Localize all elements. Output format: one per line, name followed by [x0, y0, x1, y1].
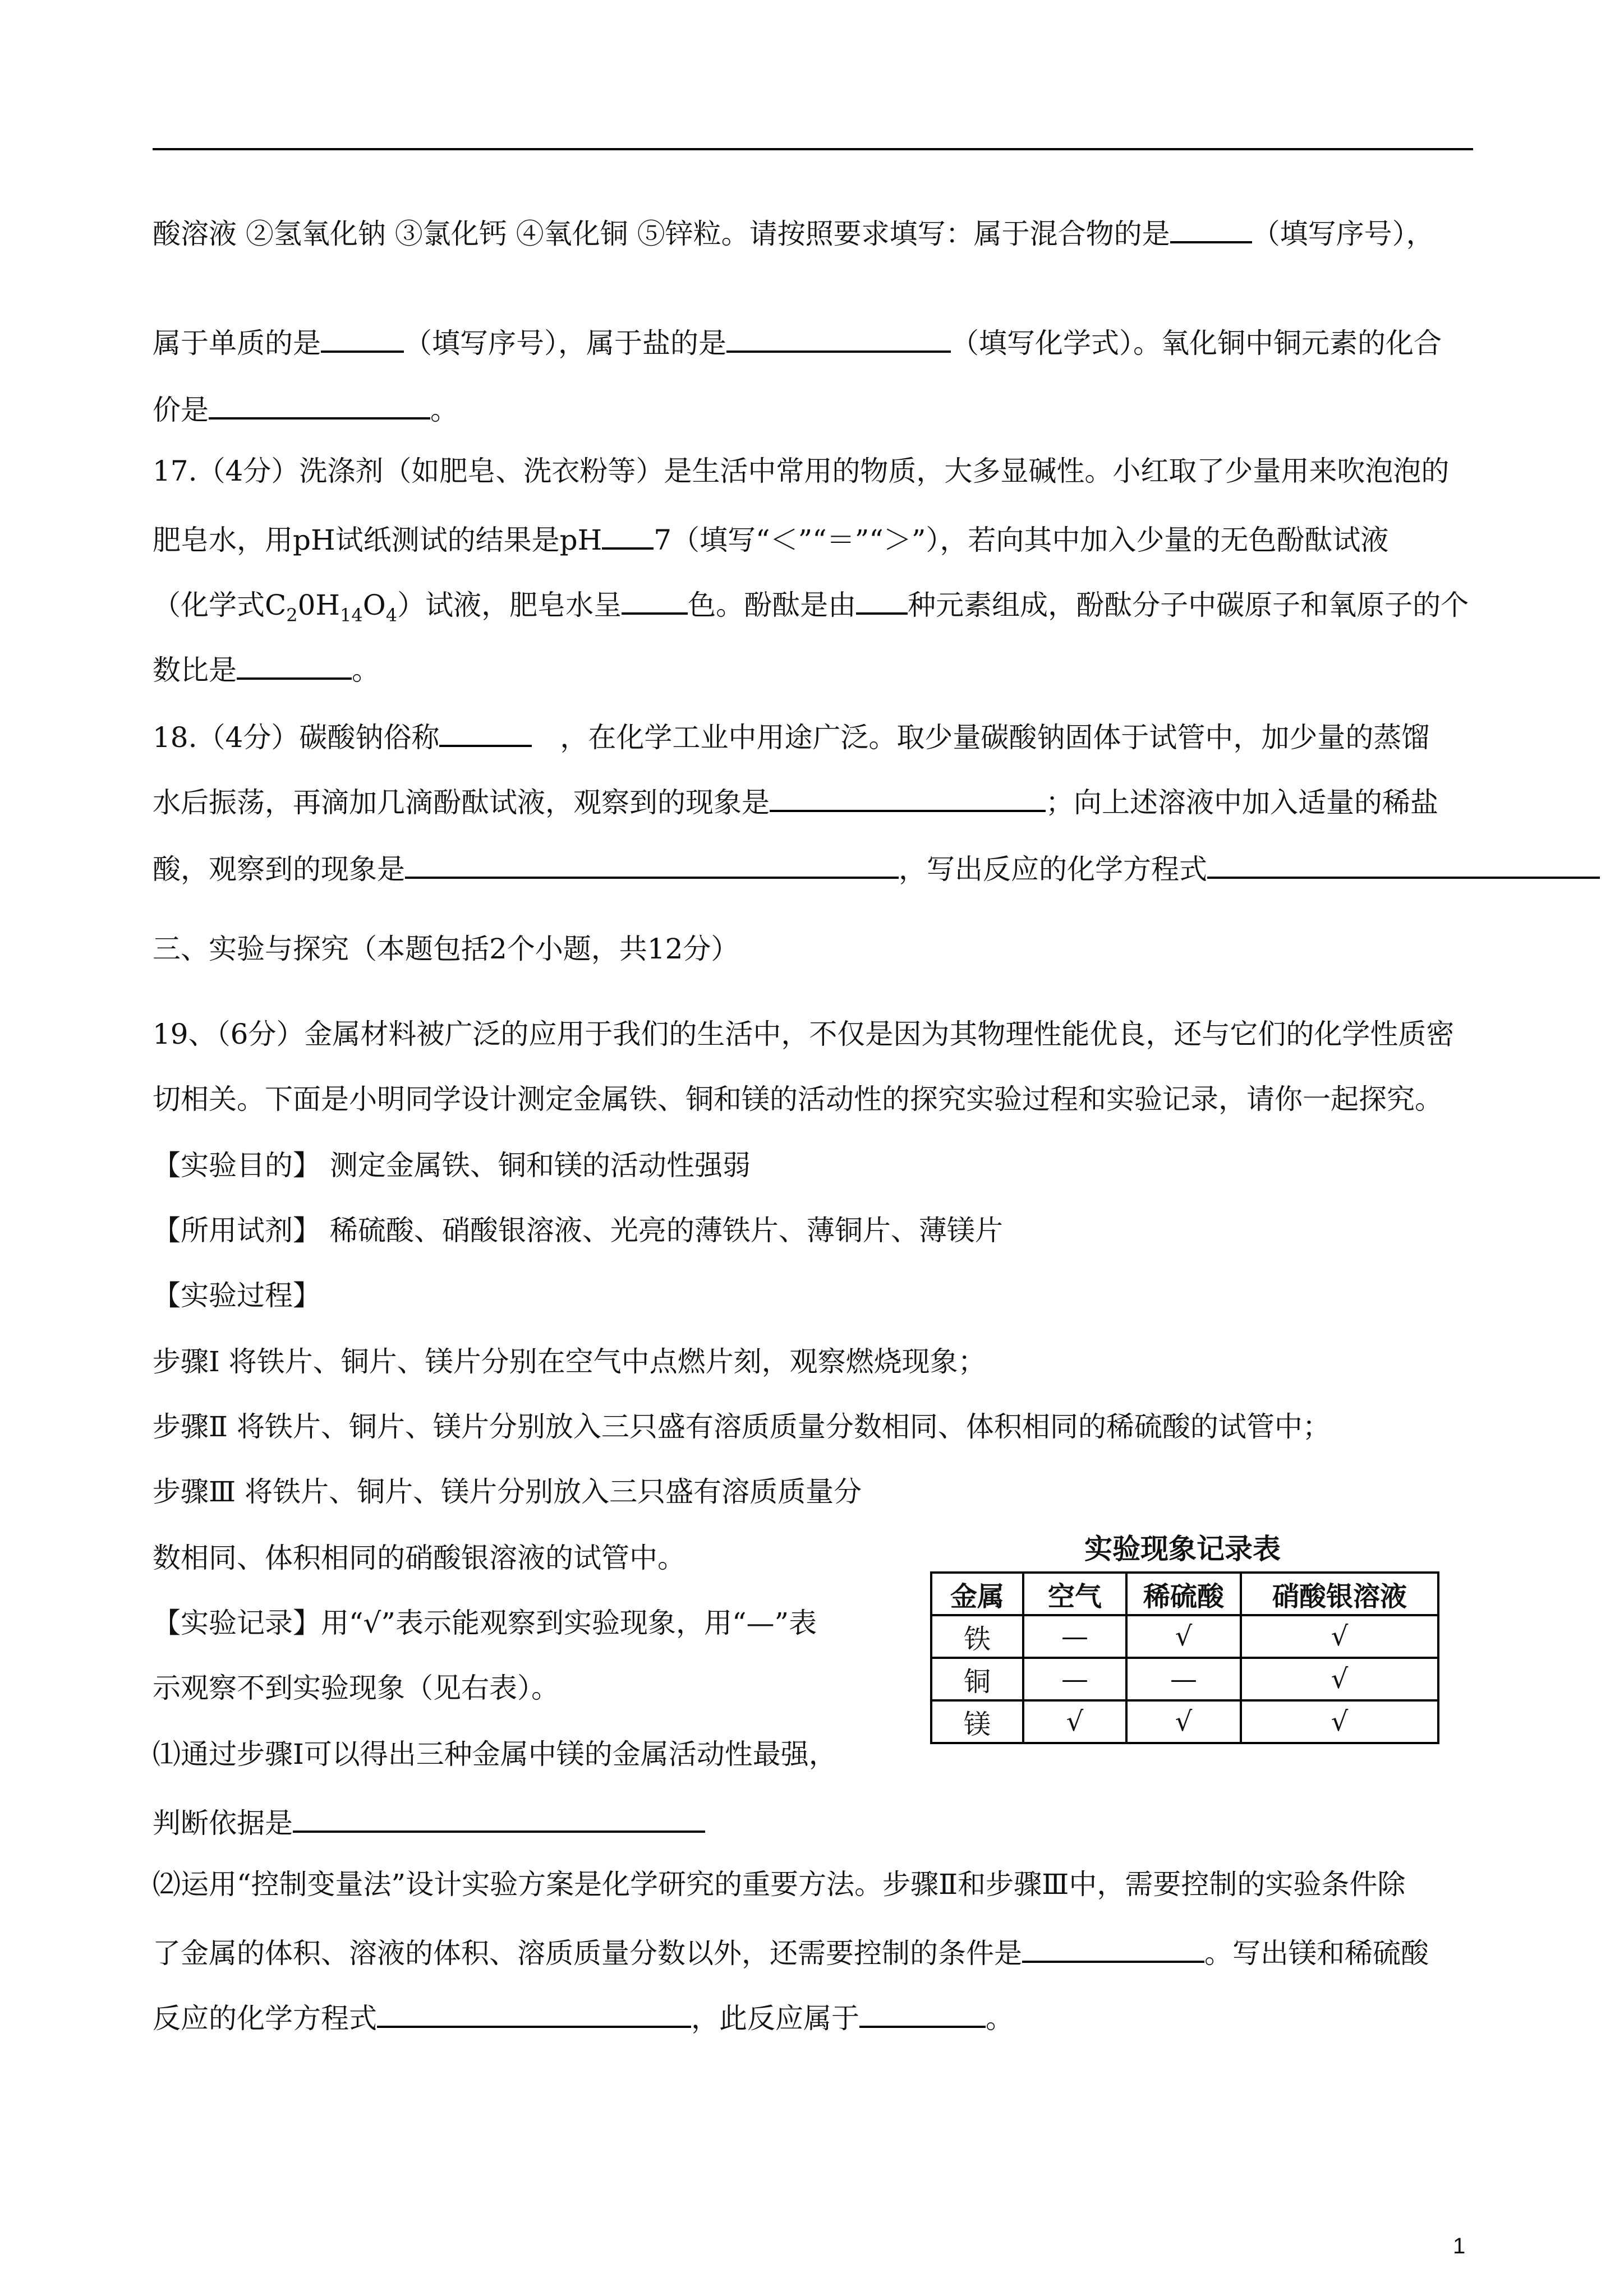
q19-text: ⑵运用“控制变量法”设计实验方案是化学研究的重要方法。步骤Ⅱ和步骤Ⅲ中，需要控制的实验条件除 [153, 1868, 1406, 1901]
q18-line1 [153, 717, 1429, 754]
table-cell: 镁 [931, 1700, 1023, 1743]
subscript: 2 [286, 605, 298, 626]
answer-blank[interactable] [859, 1998, 986, 2028]
section-heading [153, 932, 739, 966]
table-cell: √ [1241, 1700, 1438, 1743]
q19-text: 19、（6分）金属材料被广泛的应用于我们的生活中，不仅是因为其物理性能优良，还与它们的化学性质密 [153, 1018, 1455, 1050]
q19-text: 【实验记录】用“√”表示能观察到实验现象，用“—”表 [153, 1607, 817, 1639]
answer-blank[interactable] [1207, 849, 1600, 879]
part2-line1 [153, 1868, 1405, 1901]
table-cell: √ [1241, 1658, 1438, 1700]
part1-line2 [153, 1802, 705, 1840]
q19-text: 切相关。下面是小明同学设计测定金属铁、铜和镁的活动性的探究实验过程和实验记录，请你一起探究。 [153, 1083, 1443, 1115]
table-cell: 铜 [931, 1658, 1023, 1700]
q18-text: ，写出反应的化学方程式 [899, 853, 1207, 886]
step-1 [153, 1345, 986, 1378]
q19-text: 【实验目的】 测定金属铁、铜和镁的活动性强弱 [153, 1149, 751, 1182]
q17-line4 [153, 649, 380, 687]
q19-text: 数相同、体积相同的硝酸银溶液的试管中。 [153, 1542, 686, 1574]
table-cell: √ [1023, 1700, 1126, 1743]
table-cell: — [1023, 1658, 1126, 1700]
answer-blank[interactable] [293, 1802, 705, 1833]
q16-text: 属于单质的是 [153, 327, 321, 359]
experiment-record-table [930, 1571, 1439, 1744]
answer-blank[interactable] [726, 322, 951, 353]
subscript: 14 [340, 605, 363, 626]
answer-blank[interactable] [1022, 1933, 1204, 1963]
part2-line3 [153, 1998, 1014, 2035]
q19-text: 。 [986, 2002, 1014, 2035]
header-rule [153, 148, 1473, 150]
q16-text: （填写化学式）。氧化铜中铜元素的化合 [951, 327, 1442, 359]
q16-text: （填写序号），属于盐的是 [404, 327, 726, 359]
q17-line3 [153, 584, 1469, 632]
record-line1 [153, 1606, 817, 1640]
q19-text: 【实验过程】 [153, 1279, 321, 1312]
table-cell: — [1023, 1615, 1126, 1658]
q19-text: 步骤Ⅲ 将铁片、铜片、镁片分别放入三只盛有溶质质量分 [153, 1476, 862, 1508]
page-number: 1 [1453, 2234, 1466, 2258]
table-row [931, 1615, 1438, 1658]
q17-text: 肥皂水，用pH试纸测试的结果是pH [153, 524, 602, 556]
table-cell: √ [1241, 1615, 1438, 1658]
q18-text: 酸，观察到的现象是 [153, 853, 405, 886]
step-3a [153, 1475, 862, 1509]
q16-text: （填写序号）， [1252, 218, 1434, 250]
q17-text: （化学式C [153, 589, 287, 621]
q16-text: 。 [430, 394, 458, 426]
subscript: 4 [385, 605, 398, 626]
answer-blank[interactable] [439, 717, 532, 747]
answer-blank[interactable] [1170, 213, 1252, 243]
table-caption: 实验现象记录表 [1084, 1532, 1281, 1565]
header-cell: 稀硫酸 [1126, 1573, 1241, 1615]
table-header-row [931, 1573, 1438, 1615]
q19-text: 。写出镁和稀硫酸 [1204, 1937, 1429, 1970]
part2-line2 [153, 1933, 1429, 1970]
q17-text: 0H [297, 589, 341, 621]
q18-text: 水后振荡，再滴加几滴酚酞试液，观察到的现象是 [153, 786, 770, 819]
q17-text: 数比是 [153, 654, 237, 686]
q18-text: ；向上述溶液中加入适量的稀盐 [1046, 786, 1438, 819]
experiment-process [153, 1279, 321, 1312]
table-cell: 铁 [931, 1615, 1023, 1658]
q19-text: ⑴通过步骤Ⅰ可以得出三种金属中镁的金属活动性最强， [153, 1738, 837, 1771]
answer-blank[interactable] [770, 782, 1046, 812]
header-cell: 金属 [931, 1573, 1023, 1615]
q16-line2 [153, 322, 1442, 360]
table-cell: √ [1126, 1615, 1241, 1658]
answer-blank[interactable] [377, 1998, 691, 2028]
q17-text: 7（填写“＜”“＝”“＞”），若向其中加入少量的无色酚酞试液 [654, 524, 1389, 556]
q19-text: 步骤Ⅰ 将铁片、铜片、镁片分别在空气中点燃片刻，观察燃烧现象； [153, 1345, 986, 1378]
table-row [931, 1658, 1438, 1700]
q19-text: 了金属的体积、溶液的体积、溶质质量分数以外，还需要控制的条件是 [153, 1937, 1022, 1970]
table-cell: √ [1126, 1700, 1241, 1743]
q19-line2 [153, 1082, 1443, 1116]
q19-text: 判断依据是 [153, 1807, 293, 1839]
table-cell: — [1126, 1658, 1241, 1700]
q17-text: ）试液，肥皂水呈 [397, 589, 622, 621]
part1-line1 [153, 1737, 837, 1771]
q16-text: 价是 [153, 394, 209, 426]
header-cell: 硝酸银溶液 [1241, 1573, 1438, 1615]
answer-blank[interactable] [405, 849, 899, 879]
q17-text: 色。酚酞是由 [688, 589, 857, 621]
q16-text: 酸溶液 ②氢氧化钠 ③氯化钙 ④氧化铜 ⑤锌粒。请按照要求填写：属于混合物的是 [153, 218, 1170, 250]
q18-text: ，在化学工业中用途广泛。取少量碳酸钠固体于试管中，加少量的蒸馏 [560, 721, 1430, 754]
q19-text: 示观察不到实验现象（见右表）。 [153, 1672, 559, 1704]
answer-blank[interactable] [321, 322, 404, 353]
q17-text: 17.（4分）洗涤剂（如肥皂、洗衣粉等）是生活中常用的物质，大多显碱性。小红取了少量用来吹泡泡的 [153, 455, 1450, 487]
q19-text: 【所用试剂】 稀硫酸、硝酸银溶液、光亮的薄铁片、薄铜片、薄镁片 [153, 1214, 1003, 1247]
step-2 [153, 1410, 1331, 1444]
q17-text: O [362, 589, 386, 621]
q19-text: 步骤Ⅱ 将铁片、铜片、镁片分别放入三只盛有溶质质量分数相同、体积相同的稀硫酸的试管中； [153, 1410, 1331, 1443]
record-line2 [153, 1671, 559, 1705]
answer-blank[interactable] [209, 389, 430, 419]
q19-text: ，此反应属于 [691, 2002, 859, 2035]
answer-blank[interactable] [622, 584, 688, 615]
answer-blank[interactable] [856, 584, 908, 615]
q19-line1 [153, 1017, 1454, 1051]
answer-blank[interactable] [602, 519, 654, 550]
q17-text: 。 [352, 654, 380, 686]
header-cell: 空气 [1023, 1573, 1126, 1615]
table-row [931, 1700, 1438, 1743]
q17-text: 种元素组成，酚酞分子中碳原子和氧原子的个 [908, 589, 1469, 621]
experiment-purpose [153, 1149, 751, 1182]
answer-blank[interactable] [237, 649, 352, 680]
q17-line2 [153, 519, 1388, 557]
q17-line1 [153, 454, 1449, 488]
step-3b [153, 1541, 686, 1575]
q18-text: 18.（4分）碳酸钠俗称 [153, 721, 440, 754]
q18-line3 [153, 849, 1600, 886]
q18-line2 [153, 782, 1438, 819]
q16-line1 [153, 213, 1434, 251]
section-title: 三、实验与探究（本题包括2个小题，共12分） [153, 933, 739, 965]
q19-text: 反应的化学方程式 [153, 2002, 377, 2035]
q16-line3 [153, 389, 458, 427]
experiment-reagents [153, 1214, 1003, 1247]
